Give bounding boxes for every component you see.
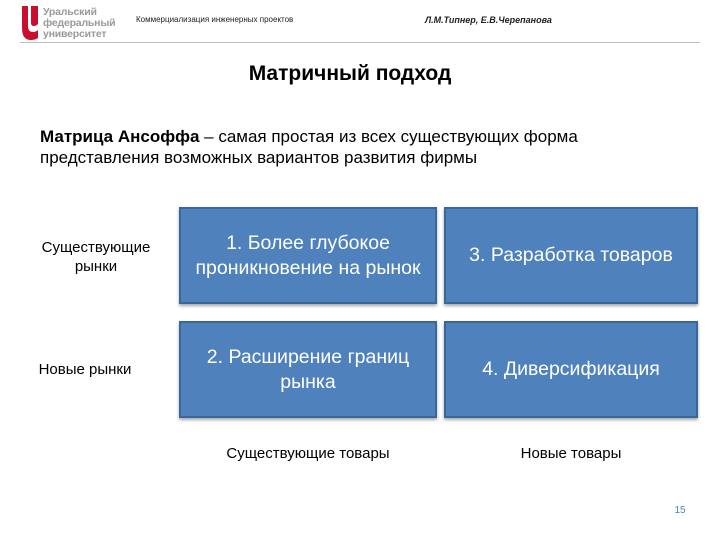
university-logo-mark-icon xyxy=(22,6,38,40)
column-label-existing-products: Существующие товары xyxy=(226,445,390,462)
matrix-cell-label: 1. Более глубокое проникновение на рынок xyxy=(195,231,421,279)
authors: Л.М.Типнер, Е.В.Черепанова xyxy=(425,15,552,25)
logo-line: университет xyxy=(43,28,107,40)
university-logo xyxy=(22,6,127,40)
matrix-cell-market-penetration xyxy=(179,207,437,304)
intro-term: Матрица Ансоффа xyxy=(40,127,200,146)
matrix-cell-label: 2. Расширение границ рынка xyxy=(206,345,410,393)
course-title: Коммерциализация инженерных проектов xyxy=(136,15,294,24)
logo-line: Уральский xyxy=(43,6,97,18)
logo-line: федеральный xyxy=(43,17,116,29)
column-label-new-products: Новые товары xyxy=(520,445,622,462)
university-logo-text xyxy=(43,7,115,40)
matrix-cell-label: 3. Разработка товаров xyxy=(469,244,673,266)
header-divider xyxy=(20,42,700,43)
row-label-existing-markets: Существующие рынки xyxy=(41,239,151,275)
intro-text: – самая простая из всех существующих форма представления возможных вариантов развития фирмы xyxy=(40,127,578,167)
slide-title: Матричный подход xyxy=(248,62,452,85)
row-label-new-markets: Новые рынки xyxy=(38,361,132,378)
matrix-cell-market-development xyxy=(179,321,437,418)
intro-paragraph xyxy=(40,126,700,168)
matrix-cell-label: 4. Диверсификация xyxy=(482,358,660,380)
matrix-cell-product-development xyxy=(444,207,698,304)
matrix-cell-diversification xyxy=(444,321,698,418)
page-number: 15 xyxy=(674,505,686,516)
